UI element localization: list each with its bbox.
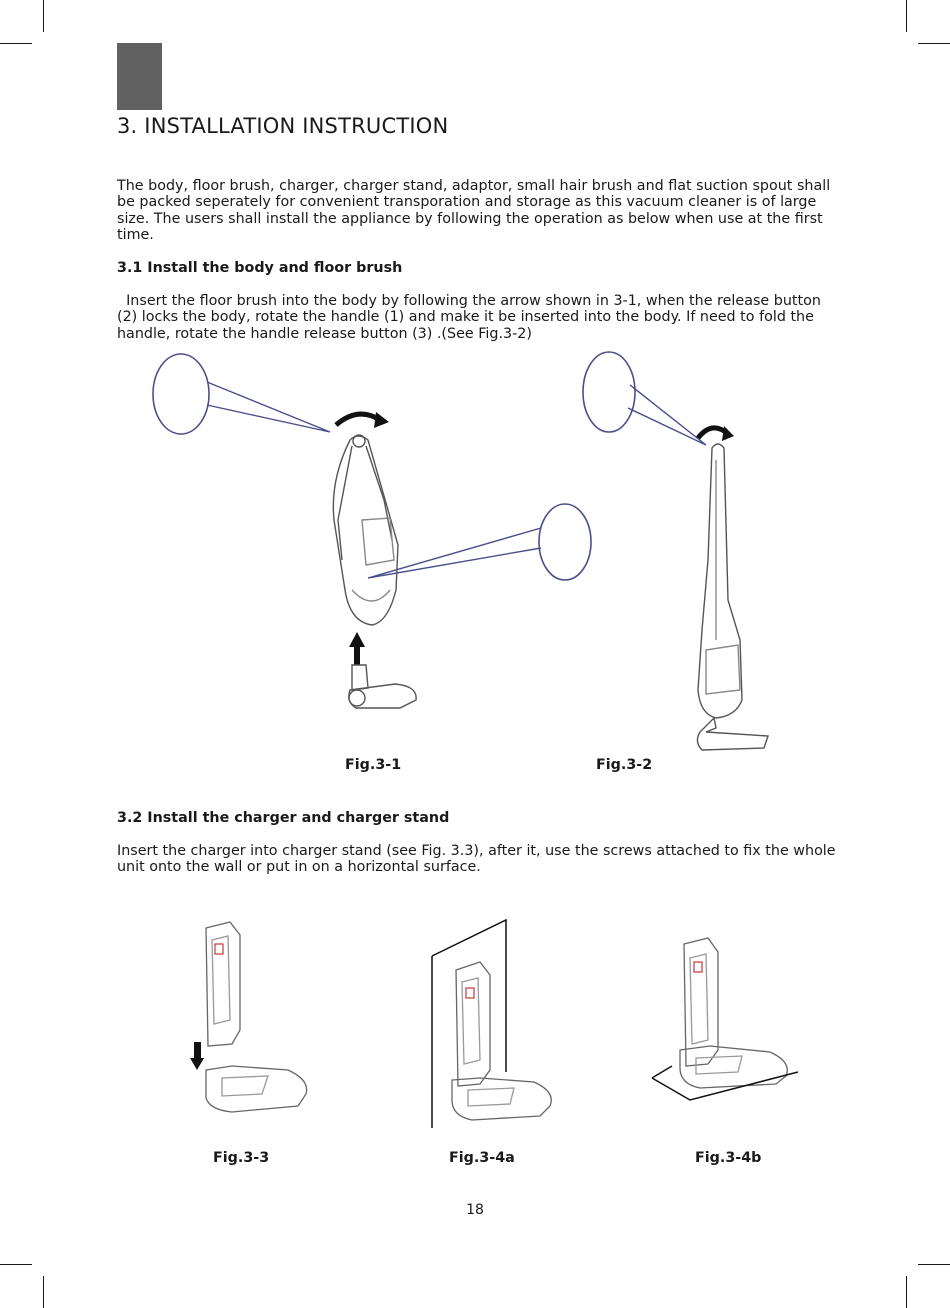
fig-3-4b-illustration xyxy=(652,938,798,1100)
fig-3-2-caption: Fig.3-2 xyxy=(596,757,653,773)
callout-circle-3 xyxy=(583,352,635,432)
callout-pointer-1 xyxy=(207,382,330,432)
page-number: 18 xyxy=(466,1202,484,1218)
fig-3-2-illustration xyxy=(583,352,768,750)
callout-circle-1 xyxy=(153,354,209,434)
rotate-arrow-icon-1 xyxy=(336,414,380,425)
section-2-heading: 3.2 Install the charger and charger stand xyxy=(117,810,450,826)
intro-paragraph: The body, floor brush, charger, charger stand, adaptor, small hair brush and flat suction spout shall be packed seperately for convenient transporation and storage as this vacuum cleaner is of large size. The users shall install the appliance by following the operation as below when use at the first time. xyxy=(117,178,831,243)
fig-3-4a-caption: Fig.3-4a xyxy=(449,1150,515,1166)
callout-pointer-3 xyxy=(628,385,706,445)
fig-3-4a-illustration xyxy=(432,920,551,1128)
page-title: 3. INSTALLATION INSTRUCTION xyxy=(117,114,449,138)
fig-3-4b-caption: Fig.3-4b xyxy=(695,1150,762,1166)
section-1-paragraph: Insert the floor brush into the body by following the arrow shown in 3-1, when the release button (2) locks the body, rotate the handle (1) and make it be inserted into the body. If need to fold the handle, rotate the handle release button (3) .(See Fig.3-2) xyxy=(117,293,826,342)
fig-3-1-illustration xyxy=(153,354,591,708)
fig-3-1-caption: Fig.3-1 xyxy=(345,757,402,773)
fig-3-3-caption: Fig.3-3 xyxy=(213,1150,270,1166)
section-2-paragraph: Insert the charger into charger stand (see Fig. 3.3), after it, use the screws attached to fix the whole unit onto the wall or put in on a horizontal surface. xyxy=(117,843,836,876)
section-1-heading: 3.1 Install the body and floor brush xyxy=(117,260,403,276)
callout-circle-2 xyxy=(539,504,591,580)
fig-3-3-illustration xyxy=(190,922,307,1112)
